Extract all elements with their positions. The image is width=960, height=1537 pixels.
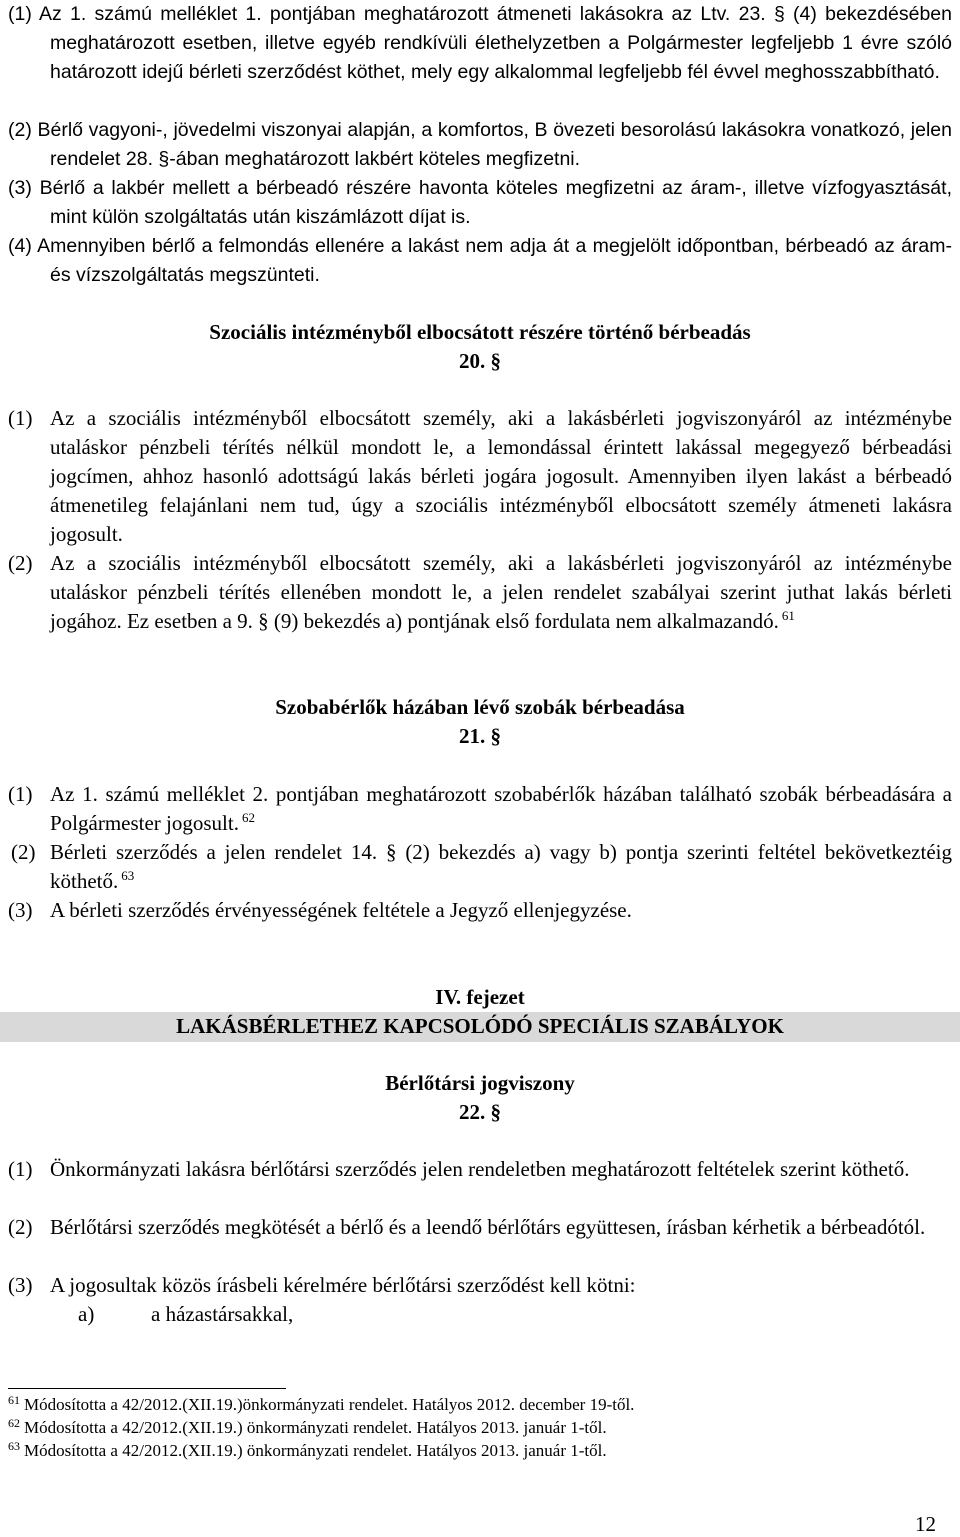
- paragraph-21-1: (1) Az 1. számú melléklet 2. pontjában meghatározott szobabérlők házában található szobák bérbeadására a Polgármester jogosult. $^{62}$: [8, 782, 952, 835]
- paragraph-22-3: (3) A jogosultak közös írásbeli kérelmére bérlőtársi szerződést kell kötni:: [8, 1271, 952, 1300]
- footnote-number: 61: [8, 1393, 20, 1407]
- paragraph-22-1: (1) Önkormányzati lakásra bérlőtársi szerződés jelen rendeletben meghatározott feltételek szerint köthető.: [8, 1155, 952, 1184]
- paragraph-19-4: (4) Amennyiben bérlő a felmondás ellenére a lakást nem adja át a megjelölt időpontban, bérbeadó az áram- és vízszolgáltatás megszünteti.: [8, 235, 952, 286]
- paragraph-19-2: (2) Bérlő vagyoni-, jövedelmi viszonyai alapján, a komfortos, B övezeti besorolású lakásokra vonatkozó, jelen rendelet 28. §-ában meghatározott lakbért köteles megfizetni.: [8, 119, 952, 170]
- footnote-number: 63: [8, 1439, 20, 1453]
- section-20-number: 20. §: [459, 349, 501, 373]
- paragraph-21-2: (2) Bérleti szerződés a jelen rendelet 14. § (2) bekezdés a) vagy b) pontja szerinti feltétel bekövetkeztéig köthető. $^{63}$: [11, 840, 952, 893]
- paragraph-22-2: (2) Bérlőtársi szerződés megkötését a bérlő és a leendő bérlőtárs együttesen, írásban kérhetik a bérbeadótól.: [8, 1213, 952, 1242]
- section-21-number: 21. §: [459, 724, 501, 748]
- paragraph-label: (1): [8, 406, 33, 430]
- paragraph-19-1: (1) Az 1. számú melléklet 1. pontjában meghatározott átmeneti lakásokra az Ltv. 23. § (4) bekezdésében meghatározott esetben, illetve egyéb rendkívüli élethelyzetben a Polgármester legfeljebb 1 évre szóló határozott idejű bérleti szerződést köthet, mely egy alkalommal legfeljebb fél évvel meghosszabbítható.: [8, 3, 952, 83]
- footnote-62: $^{62}$ Módosította a 42/2012.(XII.19.) önkormányzati rendelet. Hatályos 2013. január 1-től.: [8, 1416, 607, 1437]
- section-22-heading: Bérlőtársi jogviszony: [385, 1071, 575, 1095]
- section-21-heading: Szobabérlők házában lévő szobák bérbeadása: [275, 695, 685, 719]
- paragraph-19-3: (3) Bérlő a lakbér mellett a bérbeadó részére havonta köteles megfizetni az áram-, illetve vízfogyasztását, mint külön szolgáltatás után kiszámlázott díjat is.: [8, 177, 952, 228]
- footnote-63: $^{63}$ Módosította a 42/2012.(XII.19.) önkormányzati rendelet. Hatályos 2013. január 1-től.: [8, 1439, 607, 1460]
- list-item-text: a házastársakkal,: [151, 1302, 294, 1326]
- paragraph-label: (1): [8, 1157, 33, 1181]
- footnote-number: 62: [8, 1416, 20, 1430]
- section-20-heading: Szociális intézményből elbocsátott részére történő bérbeadás: [209, 320, 751, 344]
- page-number: 12: [915, 1512, 936, 1536]
- paragraph-21-3: (3) A bérleti szerződés érvényességének feltétele a Jegyző ellenjegyzése.: [8, 896, 952, 925]
- footnote-separator: [8, 1388, 286, 1389]
- footnote-61: $^{61}$ Módosította a 42/2012.(XII.19.)önkormányzati rendelet. Hatályos 2012. december 19-től.: [8, 1393, 635, 1414]
- list-item-label: a): [78, 1302, 95, 1326]
- paragraph-label: (2): [8, 551, 33, 575]
- section-22-number: 22. §: [459, 1100, 501, 1124]
- footnote-ref-63[interactable]: 63: [121, 868, 135, 883]
- footnote-ref-61[interactable]: 61: [781, 608, 795, 623]
- paragraph-label: (2): [11, 840, 36, 864]
- paragraph-20-2: (2) Az a szociális intézményből elbocsátott személy, aki a lakásbérleti jogviszonyáról az intézménybe utaláskor pénzbeli térítés ellenében mondott le, a jelen rendelet szabályai szerint juthat lakás bérleti jogához. Ez esetben a 9. § (9) bekezdés a) pontjának első fordulata nem alkalmazandó. $^{61}$: [8, 551, 952, 633]
- paragraph-label: (3): [8, 898, 33, 922]
- chapter-title: LAKÁSBÉRLETHEZ KAPCSOLÓDÓ SPECIÁLIS SZABÁLYOK: [176, 1014, 784, 1038]
- paragraph-label: (3): [8, 1273, 33, 1297]
- paragraph-20-1: (1) Az a szociális intézményből elbocsátott személy, aki a lakásbérleti jogviszonyáról az intézménybe utaláskor pénzbeli térítés nélkül mondott le, a lemondással érintett lakással megegyező bérbeadási jogcímen, ahhoz hasonló adottságú lakás bérleti jogára jogosult. Amennyiben ilyen lakást a bérbeadó átmenetileg felajánlani nem tud, úgy a szociális intézményből elbocsátott személy átmeneti lakásra jogosult.: [8, 406, 952, 546]
- footnote-ref-62[interactable]: 62: [241, 810, 255, 825]
- paragraph-label: (2): [8, 1215, 33, 1239]
- chapter-number: IV. fejezet: [435, 985, 525, 1009]
- paragraph-label: (1): [8, 782, 33, 806]
